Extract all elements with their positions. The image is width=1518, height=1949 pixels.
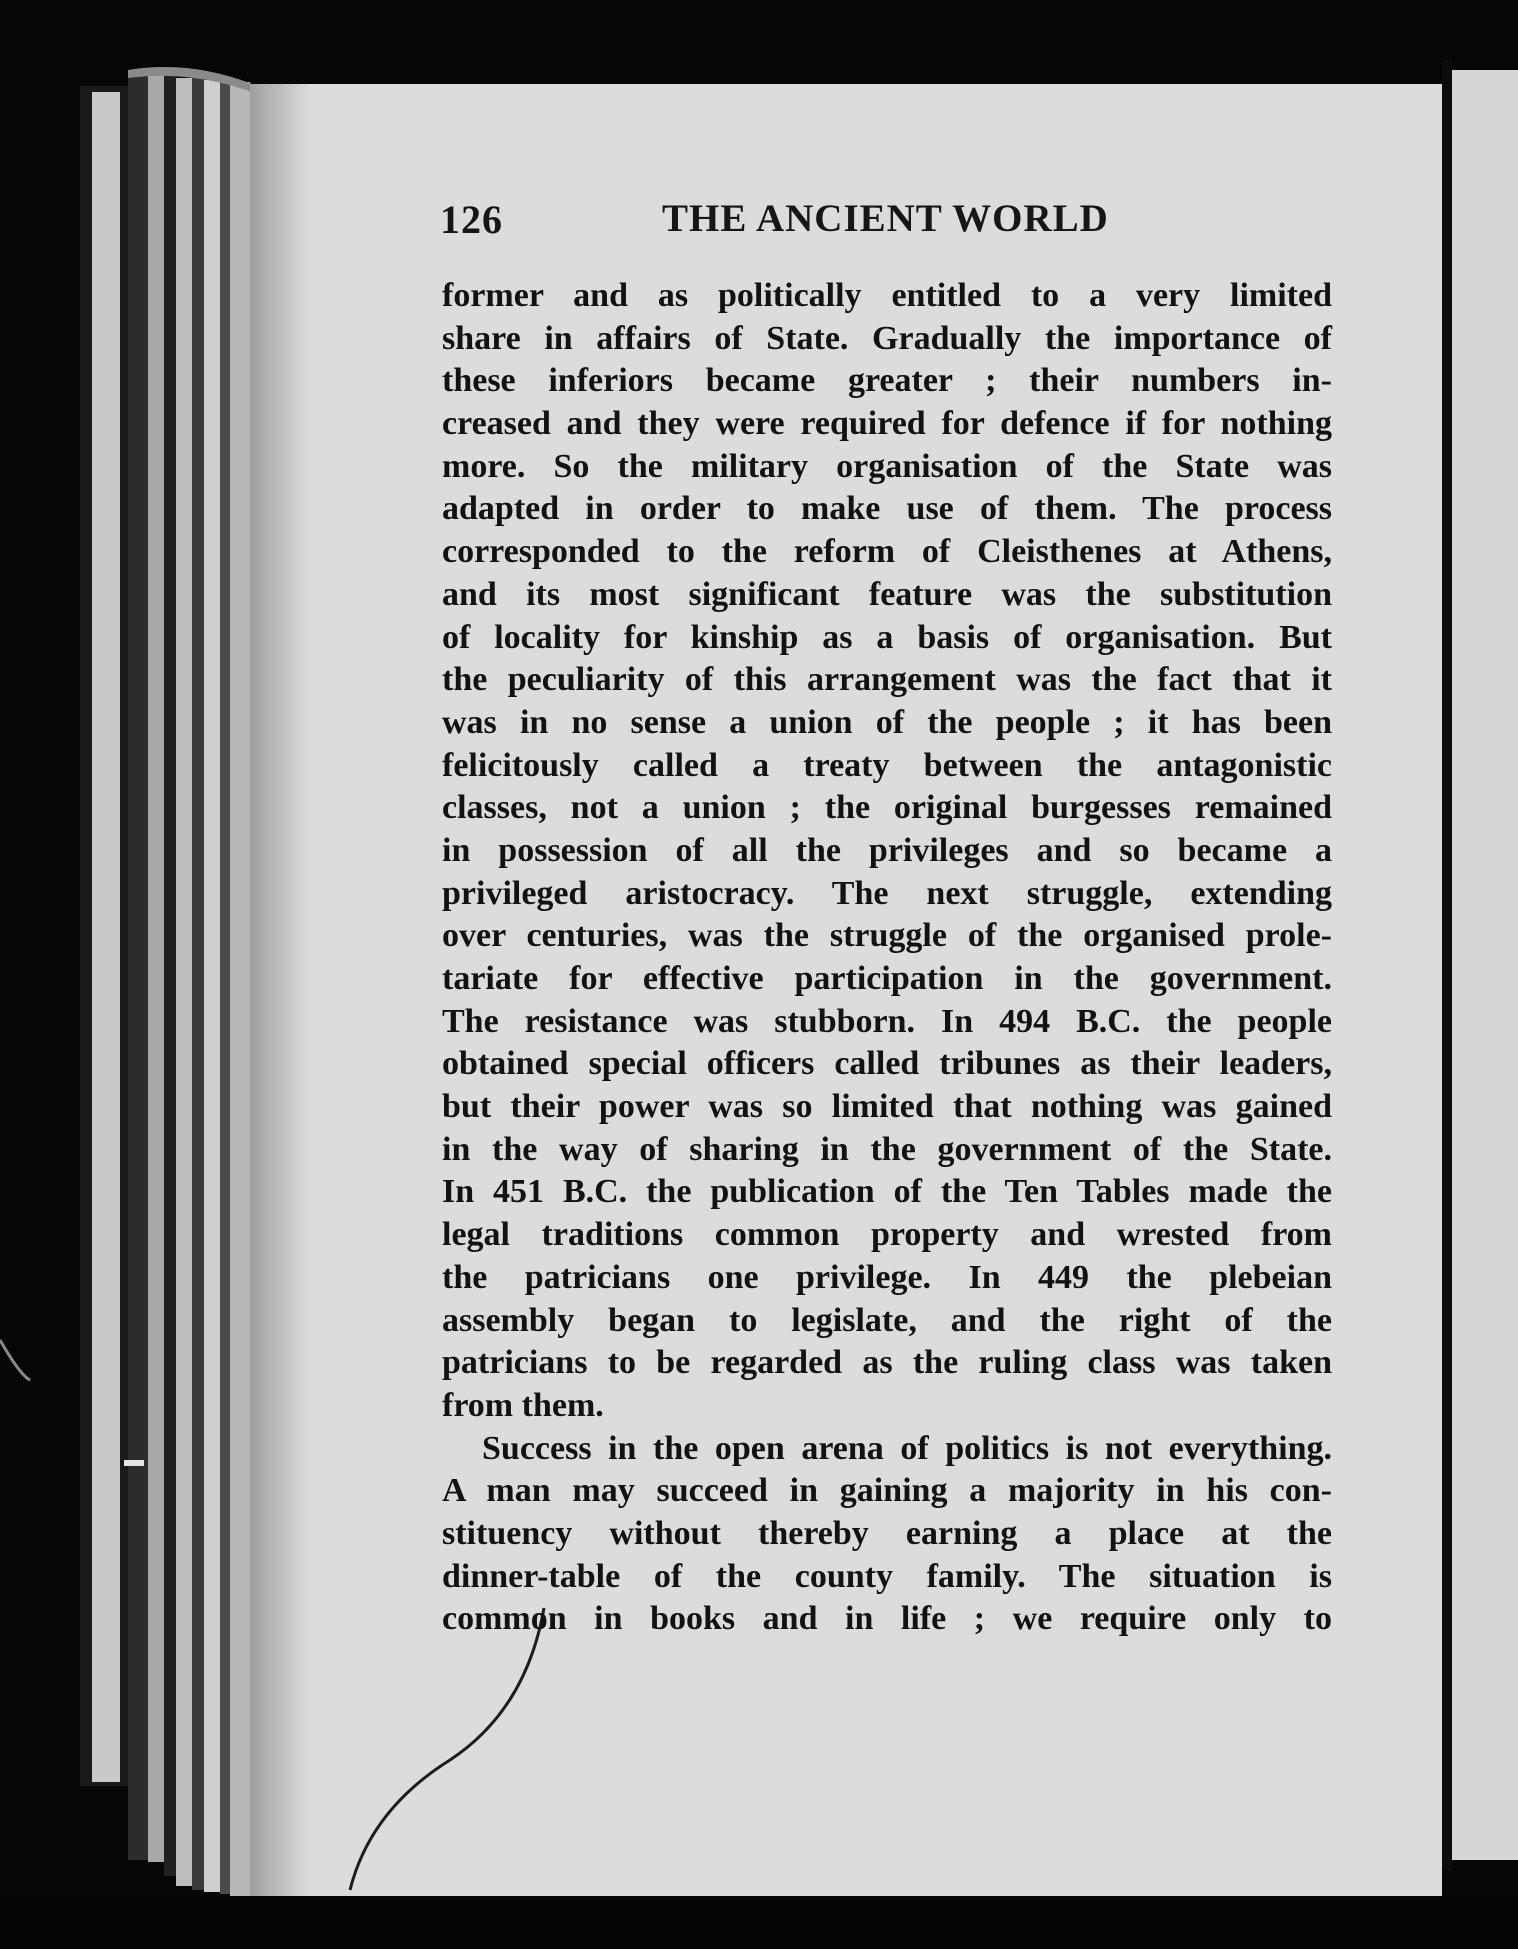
running-title: THE ANCIENT WORLD (662, 197, 1109, 240)
text-line: these inferiors became greater ; their numbers in- (442, 362, 1332, 400)
text-line: Success in the open arena of politics is not everything. (482, 1429, 1332, 1467)
text-line: in the way of sharing in the government of the State. (442, 1130, 1332, 1168)
text-line: over centuries, was the struggle of the organised prole- (442, 917, 1332, 955)
gutter-shadow (250, 84, 310, 1896)
pen-stroke-mark (340, 1600, 570, 1900)
text-line: assembly began to legislate, and the right of the (442, 1301, 1332, 1339)
text-line: creased and they were required for defence if for nothing (442, 405, 1332, 443)
paragraph-2 (442, 1428, 1332, 1641)
text-line: In 451 B.C. the publication of the Ten Tables made the (442, 1173, 1332, 1211)
text-line: the peculiarity of this arrangement was the fact that it (442, 661, 1332, 699)
text-line: classes, not a union ; the original burgesses remained (442, 789, 1332, 827)
paragraph-1 (442, 275, 1332, 1428)
page-number: 126 (440, 197, 503, 242)
text-line: legal traditions common property and wrested from (442, 1216, 1332, 1254)
text-line: corresponded to the reform of Cleisthenes at Athens, (442, 533, 1332, 571)
text-line: was in no sense a union of the people ; it has been (442, 703, 1332, 741)
text-line: dinner-table of the county family. The situation is (442, 1557, 1332, 1595)
text-line: more. So the military organisation of the State was (442, 447, 1332, 485)
text-line: stituency without thereby earning a place at the (442, 1514, 1332, 1552)
text-line: adapted in order to make use of them. The process (442, 490, 1332, 528)
text-line: in possession of all the privileges and so became a (442, 831, 1332, 869)
text-line: A man may succeed in gaining a majority in his con- (442, 1472, 1332, 1510)
body-text (442, 275, 1332, 1641)
text-line: but their power was so limited that nothing was gained (442, 1088, 1332, 1126)
text-line: tariate for effective participation in the government. (442, 960, 1332, 997)
running-head (440, 196, 1320, 250)
text-line: from them. (442, 1386, 604, 1424)
text-line: obtained special officers called tribunes as their leaders, (442, 1045, 1332, 1083)
text-line: and its most significant feature was the substitution (442, 575, 1332, 613)
text-line: patricians to be regarded as the ruling class was taken (442, 1344, 1332, 1382)
text-line: of locality for kinship as a basis of organisation. But (442, 618, 1332, 656)
text-line: felicitously called a treaty between the antagonistic (442, 746, 1332, 784)
text-line: share in affairs of State. Gradually the importance of (442, 319, 1332, 357)
text-line: The resistance was stubborn. In 494 B.C. the people (442, 1002, 1332, 1040)
text-line: former and as politically entitled to a very limited (442, 277, 1332, 314)
text-line: the patricians one privilege. In 449 the plebeian (442, 1258, 1332, 1296)
text-line: privileged aristocracy. The next struggle, extending (442, 874, 1332, 912)
text-line: common in books and in life ; we require only to (442, 1600, 1332, 1638)
